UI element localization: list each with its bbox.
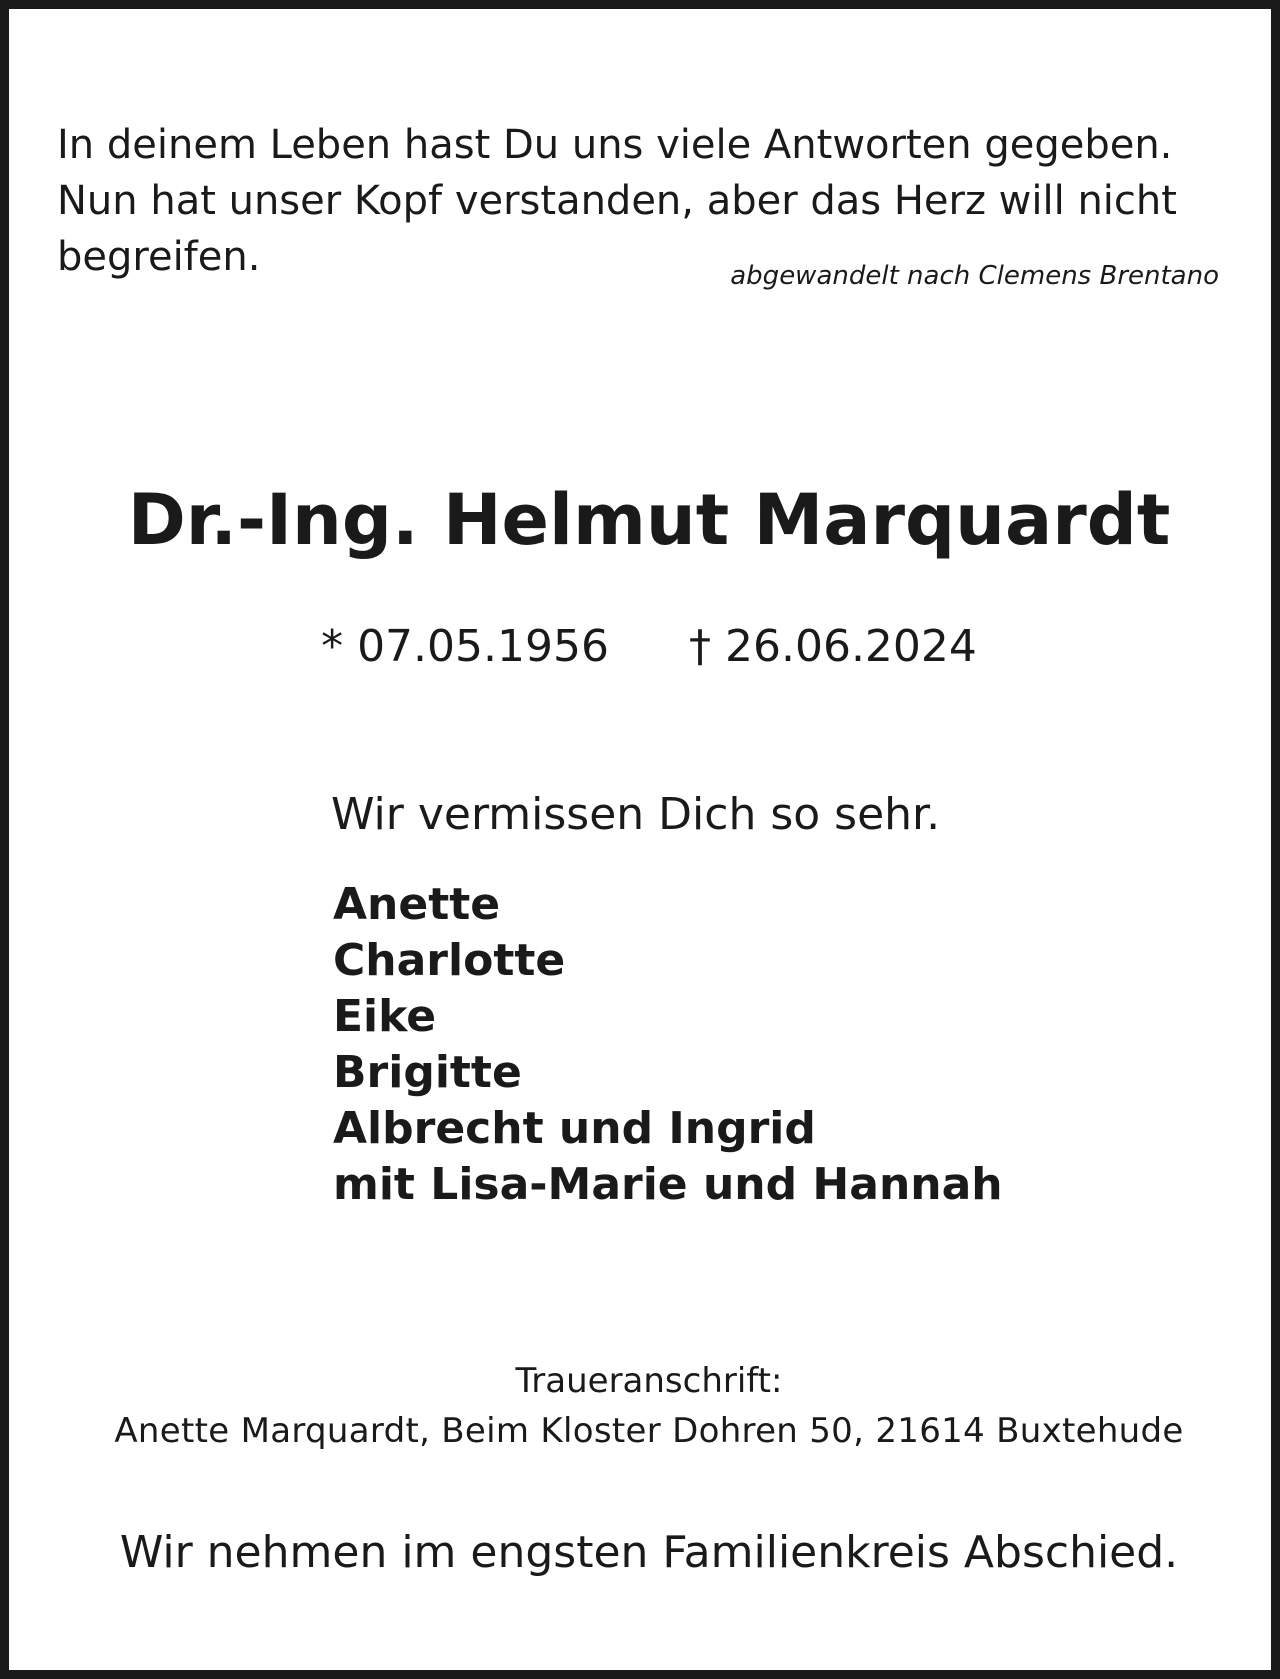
deceased-name: Dr.-Ing. Helmut Marquardt [127, 479, 1171, 561]
mourning-address-label: Traueranschrift: [515, 1361, 783, 1401]
mourning-address: Anette Marquardt, Beim Kloster Dohren 50, 21614 Buxtehude [114, 1411, 1184, 1451]
farewell-note: Wir nehmen im engsten Familienkreis Abschied. [119, 1527, 1179, 1578]
signer-name: mit Lisa-Marie und Hannah [333, 1159, 1003, 1210]
quote-source: abgewandelt nach Clemens Brentano [730, 261, 1219, 291]
signer-name: Charlotte [333, 935, 566, 986]
quote-line-1: In deinem Leben hast Du uns viele Antworten gegeben. [57, 122, 1173, 168]
mourning-message: Wir vermissen Dich so sehr. [331, 789, 941, 840]
quote-line-2: Nun hat unser Kopf verstanden, aber das Herz will nicht [57, 178, 1177, 224]
quote-line-3: begreifen. [57, 234, 261, 280]
signer-name: Anette [333, 879, 501, 930]
signer-name: Eike [333, 991, 437, 1042]
death-date: † 26.06.2024 [689, 621, 977, 672]
life-dates [9, 621, 1280, 672]
signers-list [333, 877, 1003, 1213]
signer-name: Albrecht und Ingrid [333, 1103, 816, 1154]
signer-name: Brigitte [333, 1047, 522, 1098]
birth-date: * 07.05.1956 [321, 621, 609, 672]
memorial-quote [57, 117, 1247, 285]
